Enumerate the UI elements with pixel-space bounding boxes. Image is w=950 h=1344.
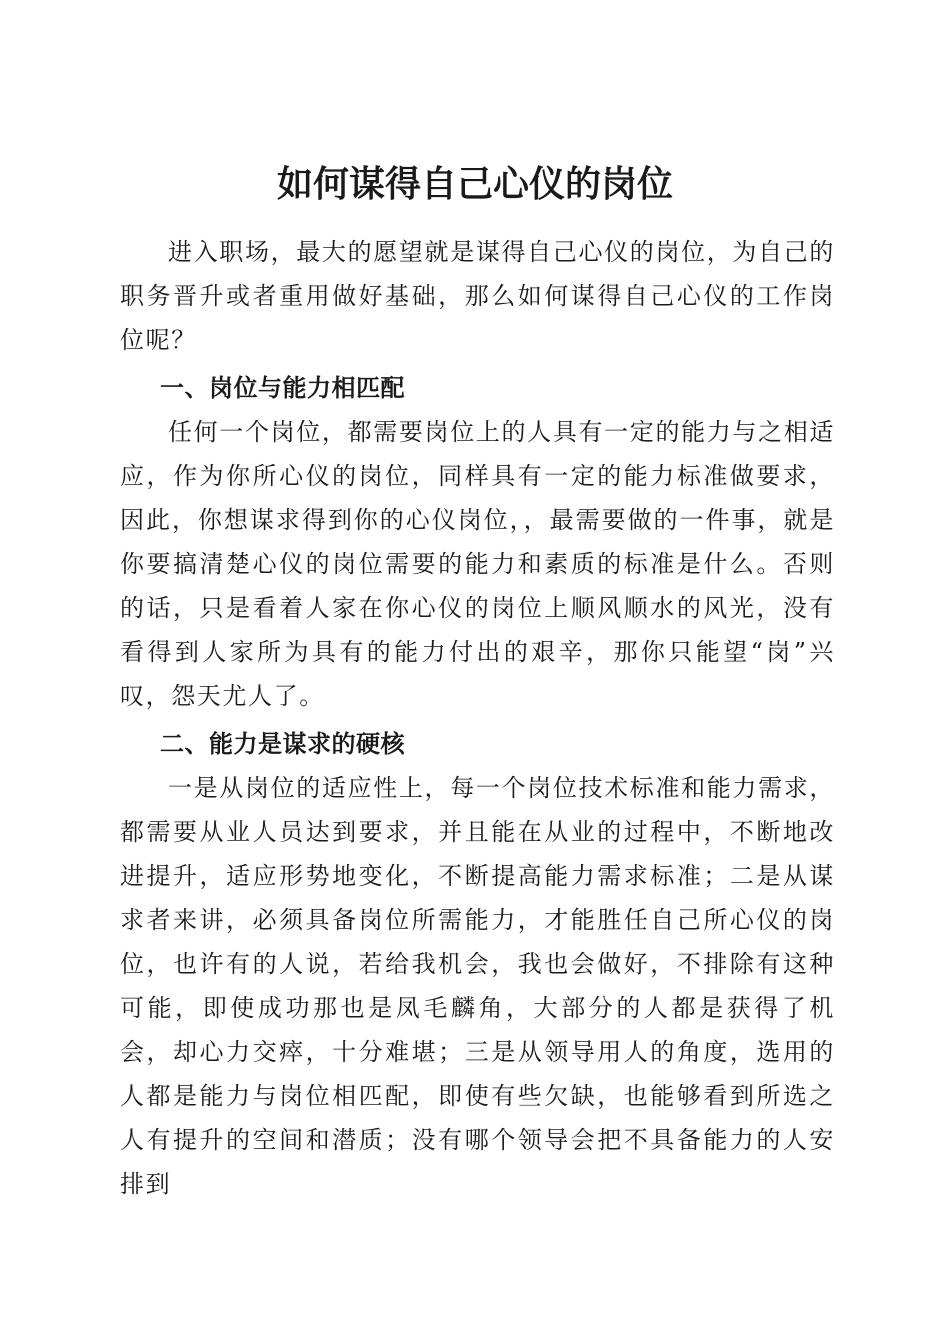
section-paragraph-1: 任何一个岗位，都需要岗位上的人具有一定的能力与之相适应，作为你所心仪的岗位，同样具有一定的能力标准做要求，因此，你想谋求得到你的心仪岗位，，最需要做的一件事，就是你要搞清楚心仪的岗位需要的能力和素质的标准是什么。否则的话，只是看着人家在你心仪的岗位上顺风顺水的风光，没有看得到人家所为具有的能力付出的艰辛，那你只能望“岗”兴叹，怨天尤人了。 — [120, 418, 835, 710]
section-heading-1: 一、岗位与能力相匹配 — [160, 374, 405, 402]
section-heading-2: 二、能力是谋求的硬核 — [160, 730, 405, 758]
page-title: 如何谋得自己心仪的岗位 — [276, 163, 673, 206]
document-body — [120, 230, 835, 1206]
intro-paragraph: 进入职场，最大的愿望就是谋得自己心仪的岗位，为自己的职务晋升或者重用做好基础，那么如何谋得自己心仪的工作岗位呢？ — [120, 238, 835, 354]
section-paragraph-2: 一是从岗位的适应性上，每一个岗位技术标准和能力需求，都需要从业人员达到要求，并且能在从业的过程中，不断地改进提升，适应形势地变化，不断提高能力需求标准；二是从谋求者来讲，必须具备岗位所需能力，才能胜任自己所心仪的岗位，也许有的人说，若给我机会，我也会做好，不排除有这种可能，即使成功那也是凤毛麟角，大部分的人都是获得了机会，却心力交瘁，十分难堪；三是从领导用人的角度，选用的人都是能力与岗位相匹配，即使有些欠缺，也能够看到所选之人有提升的空间和潜质；没有哪个领导会把不具备能力的人安排到 — [120, 774, 835, 1198]
